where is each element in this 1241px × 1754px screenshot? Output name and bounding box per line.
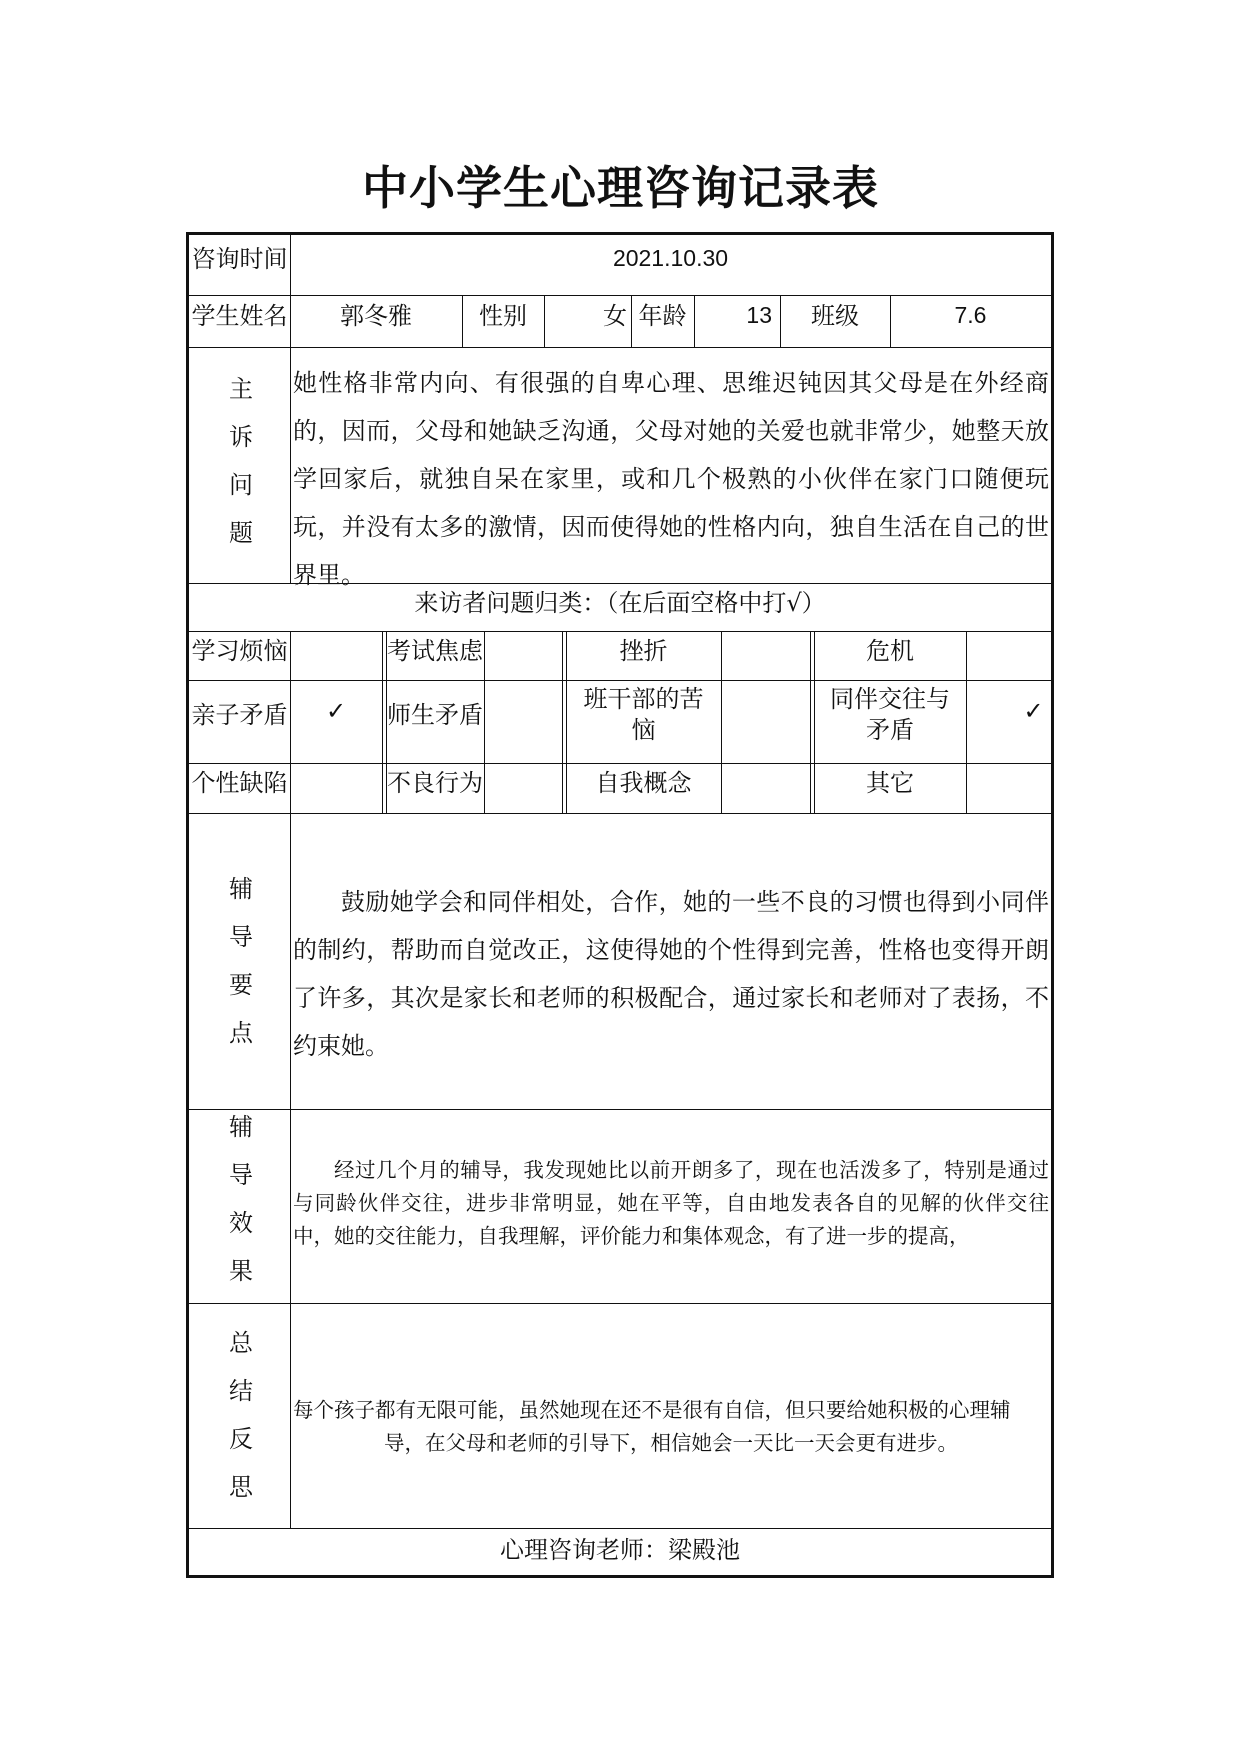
counselor-signature: 心理咨询老师：梁殿池 [500, 1535, 740, 1564]
category-mark [966, 763, 1051, 803]
complaint-label-char: 问 [229, 471, 253, 499]
category-mark [484, 680, 562, 750]
category-mark [484, 631, 562, 671]
check-mark: ✓ [325, 696, 347, 725]
guidance-label-char: 辅 [229, 875, 253, 903]
age-value: 13 [746, 302, 772, 329]
category-class-cadre-trouble [566, 680, 721, 750]
student-name-label: 学生姓名 [191, 301, 288, 330]
complaint-label-char: 题 [229, 519, 253, 547]
effect-label-char: 效 [229, 1209, 253, 1237]
category-personality-defect: 个性缺陷 [191, 768, 288, 797]
col-divider [562, 631, 563, 813]
category-other: 其它 [866, 768, 914, 797]
category-teacher-student-conflict: 师生矛盾 [387, 700, 483, 729]
category-mark [484, 763, 562, 803]
guidance-label [189, 865, 293, 1057]
reflection-label-char: 反 [229, 1425, 253, 1453]
category-parent-child-conflict: 亲子矛盾 [191, 700, 288, 729]
effect-label-char: 辅 [229, 1113, 253, 1141]
category-setback: 挫折 [619, 636, 668, 665]
reflection-label [189, 1319, 293, 1511]
category-mark [290, 631, 382, 671]
effect-text: 经过几个月的辅导，我发现她比以前开朗多了，现在也活泼多了，特别是通过与同龄伙伴交往，进步非常明显，她在平等，自由地发表各自的见解的伙伴交往中，她的交往能力，自我理解，评价能力和集体观念，有了进一步的提高， [293, 1158, 1049, 1248]
consult-time-value: 2021.10.30 [612, 245, 729, 272]
complaint-label-char: 主 [229, 375, 253, 403]
gender-label: 性别 [479, 301, 527, 330]
complaint-label-char: 诉 [229, 423, 253, 451]
row-divider [189, 347, 1051, 348]
reflection-line: 导，在父母和老师的引导下，相信她会一天比一天会更有进步。 [384, 1431, 958, 1455]
category-study-worry: 学习烦恼 [191, 636, 288, 665]
row-divider [189, 1109, 1051, 1110]
effect-label [189, 1103, 293, 1295]
effect-label-char: 果 [229, 1257, 253, 1285]
complaint-label [189, 365, 293, 557]
student-name-value: 郭冬雅 [340, 301, 412, 330]
consultation-form [186, 232, 1054, 1578]
guidance-label-char: 要 [229, 971, 253, 999]
reflection-label-char: 总 [229, 1329, 253, 1357]
category-mark [721, 631, 810, 671]
category-line: 矛盾 [866, 716, 914, 744]
class-value: 7.6 [954, 302, 987, 329]
guidance-label-char: 点 [229, 1019, 253, 1047]
category-mark [966, 631, 1051, 671]
gender-value: 女 [603, 301, 627, 330]
reflection-line: 每个孩子都有无限可能，虽然她现在还不是很有自信，但只要给她积极的心理辅 [293, 1398, 1011, 1422]
category-bad-behavior: 不良行为 [387, 768, 483, 797]
effect-label-char: 导 [229, 1161, 253, 1189]
category-line: 同伴交往与 [830, 685, 950, 713]
category-line: 恼 [631, 716, 656, 744]
check-mark: ✓ [1023, 696, 1044, 725]
guidance-label-char: 导 [229, 923, 253, 951]
age-label: 年龄 [638, 301, 687, 330]
category-line: 班干部的苦 [583, 685, 704, 713]
complaint-text: 她性格非常内向、有很强的自卑心理、思维迟钝因其父母是在外经商的，因而，父母和她缺乏沟通，父母对她的关爱也就非常少，她整天放学回家后，就独自呆在家里，或和几个极熟的小伙伴在家门口随便玩玩，并没有太多的激情，因而使得她的性格内向，独自生活在自己的世界里。 [293, 369, 1049, 589]
row-divider [189, 813, 1051, 814]
col-divider [810, 631, 811, 813]
reflection-label-char: 结 [229, 1377, 253, 1405]
category-peer-relations [814, 680, 966, 750]
consult-time-label: 咨询时间 [191, 244, 288, 273]
category-mark [721, 763, 810, 803]
page-title: 中小学生心理咨询记录表 [362, 161, 879, 215]
reflection-text [293, 1394, 1049, 1460]
col-divider [382, 631, 383, 813]
category-self-concept: 自我概念 [595, 768, 692, 797]
guidance-text: 鼓励她学会和同伴相处，合作，她的一些不良的习惯也得到小同伴的制约，帮助而自觉改正，这使得她的个性得到完善，性格也变得开朗了许多，其次是家长和老师的积极配合，通过家长和老师对了表扬，不约束她。 [293, 888, 1049, 1060]
category-mark [290, 763, 382, 803]
category-exam-anxiety: 考试焦虑 [387, 636, 483, 665]
classification-header: 来访者问题归类：（在后面空格中打√） [414, 588, 826, 617]
category-mark [721, 680, 810, 750]
reflection-label-char: 思 [229, 1473, 253, 1501]
class-label: 班级 [811, 301, 859, 330]
category-crisis: 危机 [866, 636, 914, 665]
row-divider [189, 1303, 1051, 1304]
